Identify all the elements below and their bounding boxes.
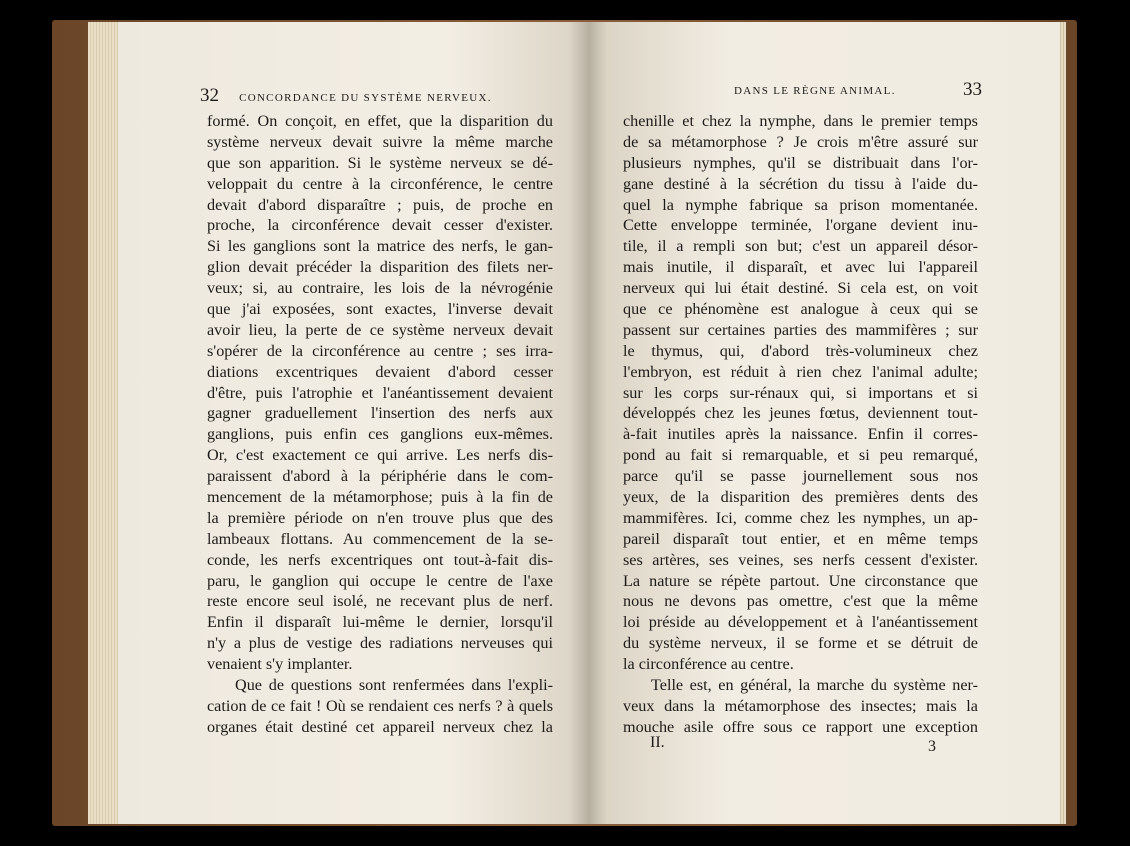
text-line: n'y a plus de vestige des radiations nerveuses qui <box>207 634 553 653</box>
text-line: sur les corps sur-rénaux qui, si importans et si <box>623 383 978 402</box>
text-line: La nature se répète partout. Une circonstance que <box>623 571 978 590</box>
text-line: yeux, de la disparition des premières dents des <box>623 488 978 507</box>
text-line: paru, le ganglion qui occupe le centre de l'axe <box>207 571 553 590</box>
text-line: la circonférence au centre. <box>623 655 794 674</box>
text-line: Si les ganglions sont la matrice des nerfs, le gan- <box>207 237 553 256</box>
text-line: veux dans la métamorphose des insectes; mais la <box>623 696 978 715</box>
text-line: que son apparition. Si le système nerveux se dé- <box>207 153 553 172</box>
text-line: s'opérer de la circonférence au centre ; ses irra- <box>207 341 553 360</box>
text-line: avoir lieu, la perte de ce système nerveux devait <box>207 320 553 339</box>
text-line: diations excentriques devaient d'abord cesser <box>207 362 553 381</box>
text-line: lambeaux flottans. Au commencement de la se- <box>207 529 553 548</box>
text-line: le thymus, qui, d'abord très-volumineux chez <box>623 341 978 360</box>
text-line: mammifères. Ici, comme chez les nymphes, un ap- <box>623 508 978 527</box>
text-line: la première période on n'en trouve plus que des <box>207 508 553 527</box>
right-text-block <box>623 111 978 738</box>
text-line: mencement de la métamorphose; puis à la fin de <box>207 488 553 507</box>
text-line: parce qu'il se passe journellement sous nos <box>623 467 978 486</box>
text-line: Cette enveloppe terminée, l'organe devient inu- <box>623 216 978 235</box>
text-line: cation de ce fait ! Où se rendaient ces nerfs ? à quels <box>207 696 553 715</box>
text-line: ganglions, puis enfin ces ganglions eux-mêmes. <box>207 425 553 444</box>
text-line: paraissent d'abord à la périphérie dans le com- <box>207 467 553 486</box>
signature-mark-volume: II. <box>650 734 665 751</box>
text-line: proche, la circonférence devait cesser d'exister. <box>207 216 553 235</box>
text-line: organes était destiné cet appareil nerveux chez la <box>207 717 553 736</box>
text-line: ses artères, ses veines, ses nerfs cessent d'exister. <box>623 550 978 569</box>
text-line: Que de questions sont renfermées dans l'expli- <box>235 676 553 695</box>
left-page-number: 32 <box>200 85 219 106</box>
text-line: nous ne devons pas omettre, c'est que la même <box>623 592 978 611</box>
text-line: que j'ai exposées, sont exactes, l'inverse devait <box>207 300 553 319</box>
text-line: que ce phénomène est analogue à ceux qui se <box>623 300 978 319</box>
right-running-title: DANS LE RÈGNE ANIMAL. <box>734 85 896 97</box>
text-line: conde, les nerfs excentriques ont tout-à-fait dis- <box>207 550 553 569</box>
text-line: pareil disparaît tout entier, et en même temps <box>623 529 978 548</box>
text-line: à-fait inutiles après la naissance. Enfin il corres- <box>623 425 978 444</box>
text-line: pond au fait si remarquable, et si peu remarqué, <box>623 446 978 465</box>
text-line: quel la nymphe fabrique sa prison momentanée. <box>623 195 978 214</box>
text-line: gagner graduellement l'insertion des nerfs aux <box>207 404 553 423</box>
left-page <box>118 22 588 824</box>
text-line: nerveux qui lui était destiné. Si cela est, on voit <box>623 279 978 298</box>
text-line: mouche asile offre sous ce rapport une exception <box>623 717 978 736</box>
text-line: formé. On conçoit, en effet, que la disparition du <box>207 112 553 130</box>
text-line: veux; si, au contraire, les lois de la névrogénie <box>207 279 553 298</box>
text-line: tile, il a rempli son but; c'est un appareil désor- <box>623 237 978 256</box>
text-line: reste encore seul isolé, ne recevant plus de nerf. <box>207 592 553 611</box>
text-line: passent sur certaines parties des mammifères ; sur <box>623 320 978 339</box>
text-line: développés chez les jeunes fœtus, deviennent tout- <box>623 404 978 423</box>
text-line: de sa métamorphose ? Je crois m'être assuré sur <box>623 132 978 151</box>
left-running-title: CONCORDANCE DU SYSTÈME NERVEUX. <box>239 92 492 104</box>
text-line: Or, c'est exactement ce qui arrive. Les nerfs dis- <box>207 446 553 465</box>
left-running-head <box>200 85 492 107</box>
right-page <box>588 22 1060 824</box>
left-text-block <box>207 111 553 738</box>
text-line: glion devait précéder la disparition des filets ner- <box>207 258 553 277</box>
page-edges-left <box>88 22 120 824</box>
signature-mark-gathering: 3 <box>928 738 936 755</box>
text-line: Enfin il disparaît lui-même le dernier, lorsqu'il <box>207 613 553 632</box>
text-line: venaient s'y implanter. <box>207 655 353 674</box>
text-line: devait d'abord disparaître ; puis, de proche en <box>207 195 553 214</box>
text-line: d'être, puis l'atrophie et l'anéantissement devaient <box>207 383 553 402</box>
text-line: mais inutile, il disparaît, et avec lui l'appareil <box>623 258 978 277</box>
text-line: du système nerveux, il se forme et se détruit de <box>623 634 978 653</box>
right-page-number: 33 <box>963 79 982 100</box>
text-line: l'embryon, est réduit à rien chez l'animal adulte; <box>623 362 978 381</box>
text-line: loi préside au développement et à l'anéantissement <box>623 613 978 632</box>
text-line: Telle est, en général, la marche du système ner- <box>651 676 978 695</box>
text-line: veloppait du centre à la circonférence, le centre <box>207 174 553 193</box>
text-line: système nerveux devait suivre la même marche <box>207 132 553 151</box>
text-line: gane destiné à la sécrétion du tissu à l'aide du- <box>623 174 978 193</box>
text-line: chenille et chez la nymphe, dans le premier temps <box>623 112 978 130</box>
text-line: plusieurs nymphes, qu'il se distribuait dans l'or- <box>623 153 978 172</box>
